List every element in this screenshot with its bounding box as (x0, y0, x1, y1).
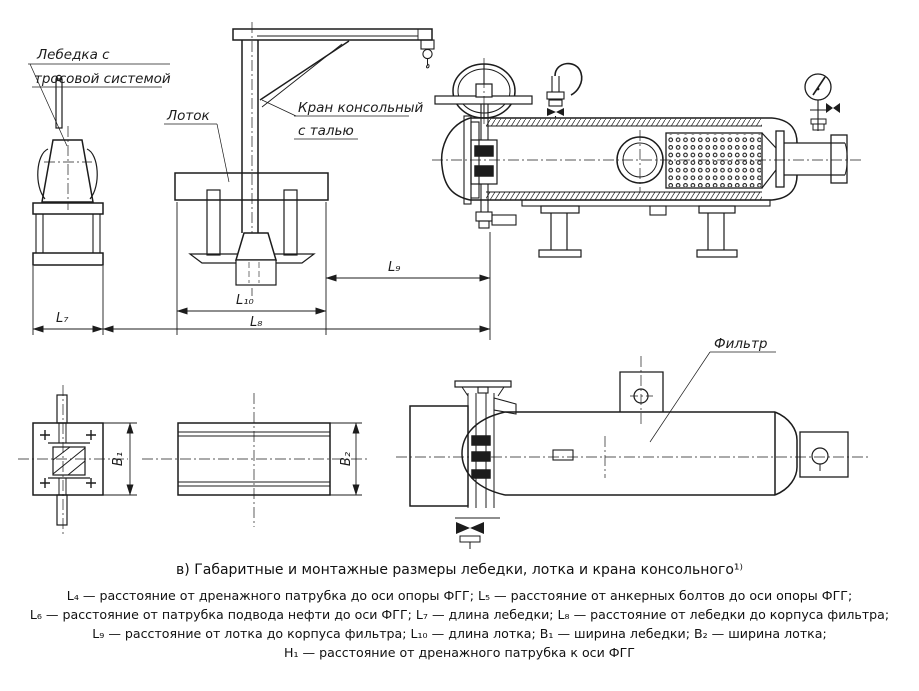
dimension-legend (0, 586, 919, 662)
figure-caption: в) Габаритные и монтажные размеры лебедки, лотка и крана консольного¹⁾ (176, 562, 743, 578)
dim-L10: L₁₀ (236, 293, 254, 308)
dim-B2: B₂ (339, 451, 354, 467)
hoist-trolley (421, 40, 434, 68)
legend-line-4: H₁ — расстояние от дренажного патрубка к оси ФГГ (284, 645, 635, 660)
tray-label: Лоток (167, 108, 210, 124)
dim-L9: L₉ (388, 260, 401, 275)
pressure-gauge (805, 74, 840, 131)
crane-label-line2: с талью (298, 123, 354, 139)
legend-line-3: L₉ — расстояние от лотка до корпуса фильтра; L₁₀ — длина лотка; B₁ — ширина лебедки; B₂ — ширина лотка; (92, 626, 827, 641)
tray-top-view (142, 393, 368, 527)
dim-B1: B₁ (111, 451, 126, 467)
legend-line-2: L₆ — расстояние от патрубка подвода нефти до оси ФГГ; L₇ — длина лебедки; L₈ — расстояние от лебедки до корпуса фильтра; (29, 607, 890, 622)
dim-L7: L₇ (56, 311, 69, 326)
hook-tube (547, 64, 582, 118)
filter-label: Фильтр (714, 336, 768, 352)
filter-top-view (396, 352, 870, 549)
tray-front-view (164, 124, 328, 285)
legend-line-1: L₄ — расстояние от дренажного патрубка до оси опоры ФГГ; L₅ — расстояние от анкерных болтов до оси опоры ФГГ; (66, 588, 853, 603)
dim-L8: L₈ (250, 315, 263, 330)
winch-label-line1: Лебедка с (37, 47, 110, 63)
support-legs (539, 206, 737, 257)
handwheel (435, 64, 532, 118)
crane-label-line1: Кран консольный (298, 100, 424, 116)
filter-side-view (432, 58, 862, 257)
winch-front-view (28, 64, 170, 265)
winch-label-line2: тросовой системой (34, 71, 171, 87)
